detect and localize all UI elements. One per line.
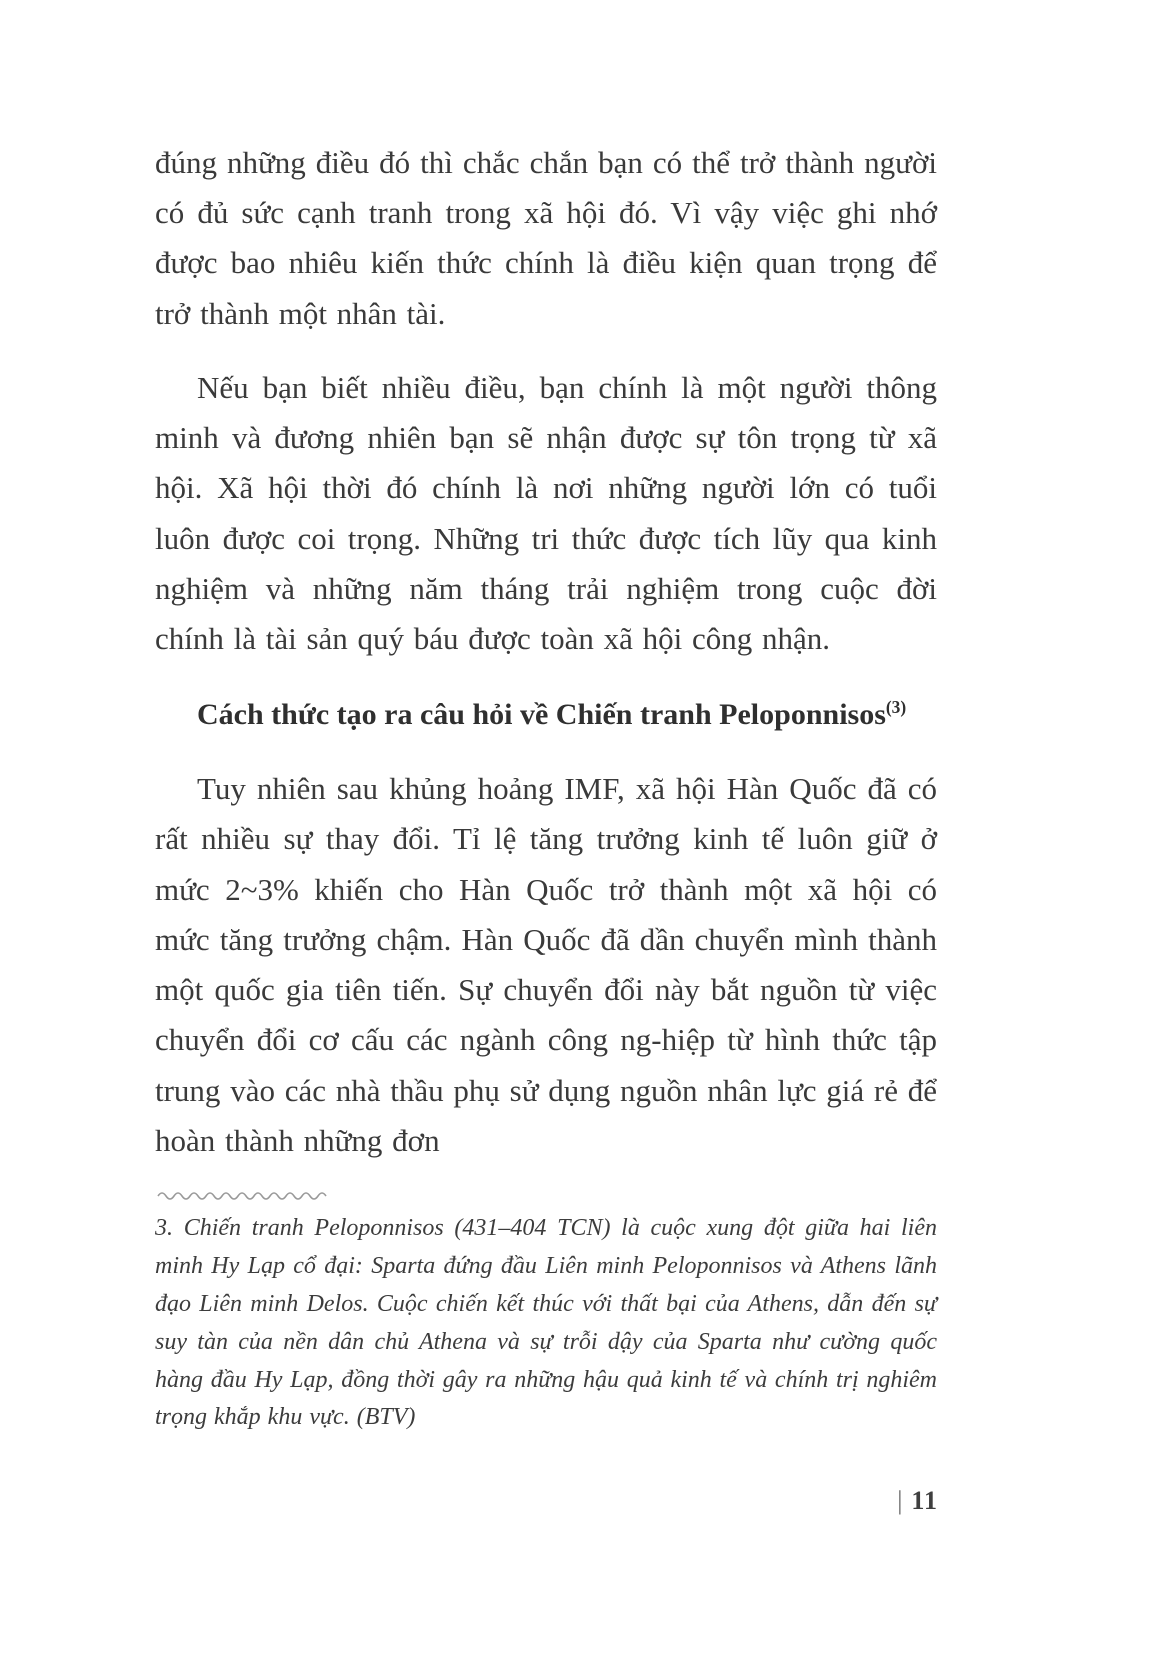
squiggle-divider-icon xyxy=(157,1190,329,1202)
paragraph-continuation: đúng những điều đó thì chắc chắn bạn có thể trở thành người có đủ sức cạnh tranh trong xã hội đó. Vì vậy việc ghi nhớ được bao nhiêu kiến thức chính là điều kiện quan trọng để trở thành một nhân tài. xyxy=(155,145,937,331)
footnote-text: 3. Chiến tranh Peloponnisos (431–404 TCN) là cuộc xung đột giữa hai liên minh Hy Lạp cổ đại: Sparta đứng đầu Liên minh Peloponnisos và Athens lãnh đạo Liên minh Delos. Cuộc chiến kết thúc với thất bại của Athens, dẫn đến sự suy tàn của nền dân chủ Athena và sự trỗi dậy của Sparta như cường quốc hàng đầu Hy Lạp, đồng thời gây ra những hậu quả kinh tế và chính trị nghiêm trọng khắp khu vực. (BTV) xyxy=(155,1214,937,1431)
footnote-reference-marker: (3) xyxy=(885,697,907,718)
page-number xyxy=(897,1486,938,1516)
paragraph: Tuy nhiên sau khủng hoảng IMF, xã hội Hàn Quốc đã có rất nhiều sự thay đổi. Tỉ lệ tăng trưởng kinh tế luôn giữ ở mức 2~3% khiến cho Hàn Quốc trở thành một xã hội có mức tăng trưởng chậm. Hàn Quốc đã dần chuyển mình thành một quốc gia tiên tiến. Sự chuyển đổi này bắt nguồn từ việc chuyển đổi cơ cấu các ngành công ng-hiệp từ hình thức tập trung vào các nhà thầu phụ sử dụng nguồn nhân lực giá rẻ để hoàn thành những đơn xyxy=(155,771,937,1158)
section-heading-text: Cách thức tạo ra câu hỏi về Chiến tranh Peloponnisos xyxy=(197,698,886,732)
page-number-bar: | xyxy=(897,1486,904,1515)
page-body-text xyxy=(155,138,937,1437)
paragraph: Nếu bạn biết nhiều điều, bạn chính là một người thông minh và đương nhiên bạn sẽ nhận được sự tôn trọng từ xã hội. Xã hội thời đó chính là nơi những người lớn có tuổi luôn được coi trọng. Những tri thức được tích lũy qua kinh nghiệm và những năm tháng trải nghiệm trong cuộc đời chính là tài sản quý báu được toàn xã hội công nhận. xyxy=(155,369,937,656)
page-number-value: 11 xyxy=(911,1486,938,1515)
section-heading xyxy=(155,694,937,736)
footnote-block xyxy=(155,1190,937,1437)
